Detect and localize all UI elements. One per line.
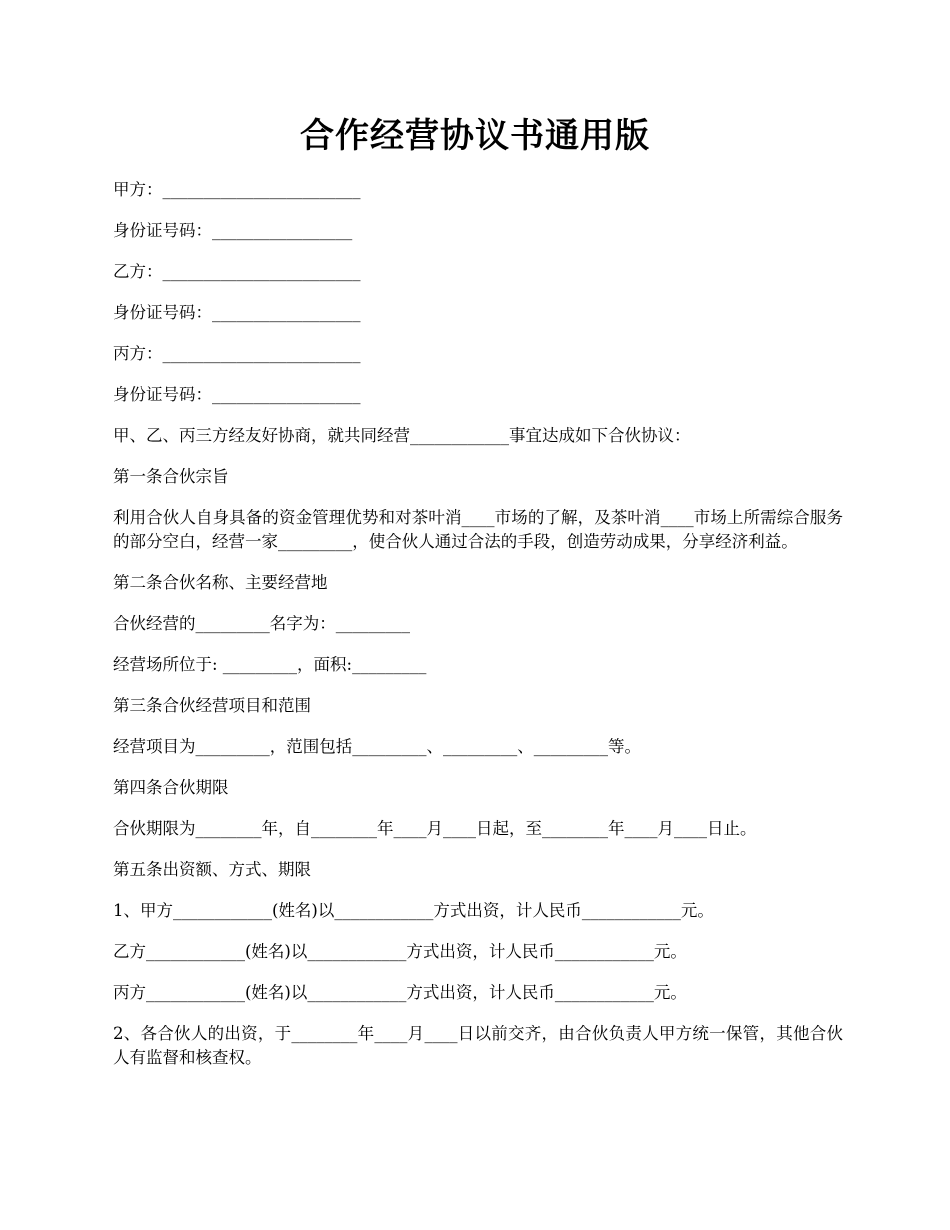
business-scope-line: 经营项目为_________，范围包括_________、_________、_________等。 — [113, 737, 641, 756]
document-body — [113, 178, 843, 1087]
contribution-deadline-line: 2、各合伙人的出资，于________年____月____日以前交齐，由合伙负责人甲方统一保管，其他合伙人有监督和核查权。 — [113, 1024, 843, 1067]
party-b-line: 乙方：________________________ — [113, 262, 361, 281]
article-1-body: 利用合伙人自身具备的资金管理优势和对茶叶消____市场的了解，及茶叶消____市场上所需综合服务的部分空白，经营一家_________，使合伙人通过合法的手段，创造劳动成果，分享经济利益。 — [113, 508, 843, 551]
article-1-heading: 第一条合伙宗旨 — [113, 467, 229, 486]
business-location-line: 经营场所位于: _________，面积:_________ — [113, 655, 427, 674]
agreement-intro: 甲、乙、丙三方经友好协商，就共同经营____________事宜达成如下合伙协议： — [113, 426, 691, 445]
article-2-heading: 第二条合伙名称、主要经营地 — [113, 573, 328, 592]
business-name-line: 合伙经营的_________名字为：_________ — [113, 614, 410, 633]
party-c-line: 丙方：________________________ — [113, 344, 361, 363]
article-4-heading: 第四条合伙期限 — [113, 778, 229, 797]
party-c-id-line: 身份证号码：__________________ — [113, 385, 361, 404]
article-3-heading: 第三条合伙经营项目和范围 — [113, 696, 311, 715]
document-title: 合作经营协议书通用版 — [300, 116, 650, 156]
party-a-id-line: 身份证号码：_________________ — [113, 221, 353, 240]
article-5-heading: 第五条出资额、方式、期限 — [113, 860, 311, 879]
contribution-b-line: 乙方____________(姓名)以____________方式出资，计人民币____________元。 — [113, 942, 687, 961]
contribution-a-line: 1、甲方____________(姓名)以____________方式出资，计人民币____________元。 — [113, 901, 714, 920]
contribution-c-line: 丙方____________(姓名)以____________方式出资，计人民币____________元。 — [113, 983, 687, 1002]
partnership-term-line: 合伙期限为________年，自________年____月____日起，至________年____月____日止。 — [113, 819, 757, 838]
party-a-line: 甲方：________________________ — [113, 180, 361, 199]
party-b-id-line: 身份证号码：__________________ — [113, 303, 361, 322]
